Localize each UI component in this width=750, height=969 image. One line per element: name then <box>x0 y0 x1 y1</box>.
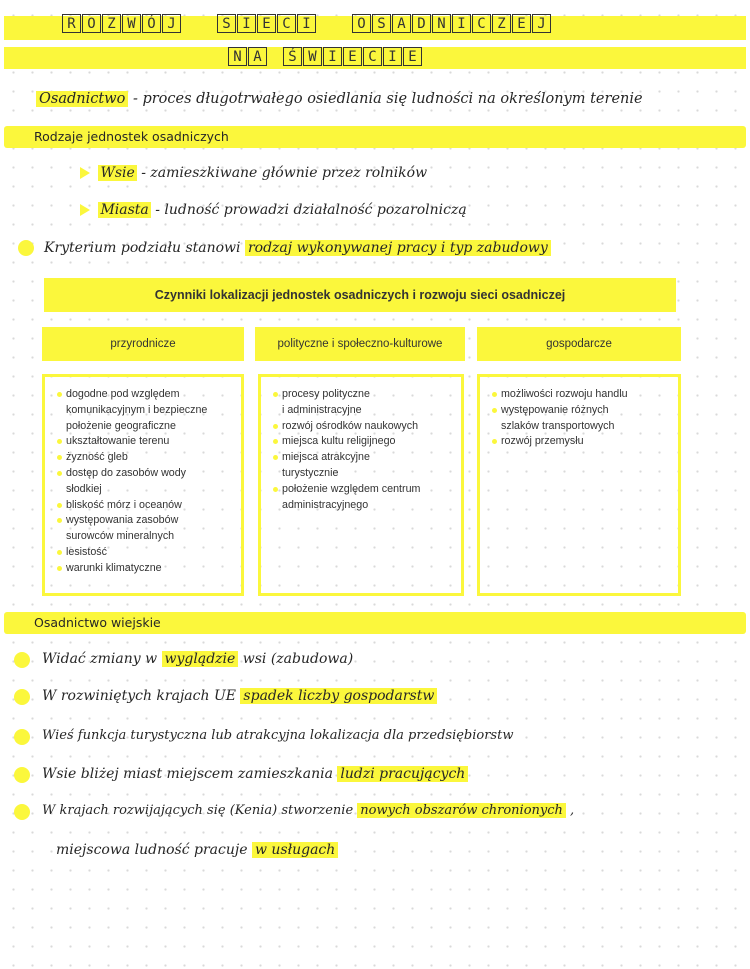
rural-point-highlight: spadek liczby gospodarstw <box>240 688 437 704</box>
factor-category-political: polityczne i społeczno-kulturowe <box>255 327 465 361</box>
bullet-dot-icon <box>18 240 34 256</box>
rural-point-highlight: wyglądzie <box>162 651 239 667</box>
title-letter-box: I <box>323 47 342 66</box>
factor-item: miejsca kultu religijnego <box>273 434 453 450</box>
title-letter-box: Ó <box>142 14 161 33</box>
criterion-prefix: Kryterium podziału stanowi <box>44 240 241 256</box>
rural-continuation <box>56 841 338 859</box>
title-letter-box: Z <box>102 14 121 33</box>
title-letter-box: D <box>412 14 431 33</box>
title-letter-box: N <box>432 14 451 33</box>
bullet-dot-icon <box>14 804 30 820</box>
factor-item: miejsca atrakcyjne turystycznie <box>273 450 453 482</box>
rural-point <box>42 650 353 668</box>
factor-item: dostęp do zasobów wody słodkiej <box>57 466 233 498</box>
factor-item: procesy polityczne i administracyjne <box>273 387 453 419</box>
title-word <box>62 14 181 33</box>
rural-point-text: Wieś funkcja turystyczna lub atrakcyjna lokalizacja dla przedsiębiorstw <box>42 728 514 743</box>
factor-item: dogodne pod względem komunikacyjnym i bezpieczne położenie geograficzne <box>57 387 233 434</box>
factor-item: możliwości rozwoju handlu <box>492 387 670 403</box>
title-letter-box: I <box>383 47 402 66</box>
rural-point <box>42 687 437 705</box>
triangle-bullet-icon <box>80 204 90 216</box>
rural-continuation-highlight: w usługach <box>252 842 338 858</box>
bullet-dot-icon <box>14 689 30 705</box>
title-letter-box: C <box>363 47 382 66</box>
rural-point <box>42 765 468 783</box>
title-gap <box>182 14 216 33</box>
title-letter-box: I <box>297 14 316 33</box>
title-line-2 <box>228 47 422 66</box>
title-letter-box: E <box>403 47 422 66</box>
types-heading: Rodzaje jednostek osadniczych <box>34 129 229 144</box>
criterion-highlight: rodzaj wykonywanej pracy i typ zabudowy <box>245 240 551 256</box>
title-word <box>217 14 316 33</box>
definition-text: - proces długotrwałego osiedlania się ludności na określonym terenie <box>132 91 643 107</box>
type-item-miasta <box>80 201 467 219</box>
rural-point-highlight: nowych obszarów chronionych <box>357 803 566 818</box>
rural-point <box>42 727 513 745</box>
title-letter-box: E <box>512 14 531 33</box>
factor-item: występowania zasobów surowców mineralnych <box>57 513 233 545</box>
title-letter-box: E <box>343 47 362 66</box>
rural-point-highlight: ludzi pracujących <box>337 766 468 782</box>
title-line-1 <box>62 14 551 33</box>
factor-list-political <box>258 374 464 596</box>
title-letter-box: Ś <box>283 47 302 66</box>
bullet-dot-icon <box>14 729 30 745</box>
rural-point-text: W krajach rozwijających się (Kenia) stworzenie <box>42 803 354 818</box>
rural-point-text: Widać zmiany w <box>42 651 158 667</box>
title-letter-box: C <box>472 14 491 33</box>
title-letter-box: S <box>217 14 236 33</box>
title-letter-box: O <box>352 14 371 33</box>
factor-item: żyzność gleb <box>57 450 233 466</box>
title-letter-box: J <box>532 14 551 33</box>
title-letter-box: I <box>452 14 471 33</box>
rural-heading: Osadnictwo wiejskie <box>34 615 161 630</box>
title-gap <box>268 47 282 66</box>
title-letter-box: R <box>62 14 81 33</box>
rural-point-suffix: , <box>570 803 575 818</box>
factor-item: położenie względem centrum administracyjnego <box>273 482 453 514</box>
title-letter-box: O <box>82 14 101 33</box>
factor-item: występowanie różnych szlaków transportowych <box>492 403 670 435</box>
criterion <box>44 239 551 257</box>
rural-point-text: W rozwiniętych krajach UE <box>42 688 236 704</box>
rural-point-text: Wsie bliżej miast miejscem zamieszkania <box>42 766 333 782</box>
type-item-wsie <box>80 164 427 182</box>
title-letter-box: J <box>162 14 181 33</box>
title-letter-box: W <box>122 14 141 33</box>
bullet-dot-icon <box>14 652 30 668</box>
factor-item: rozwój ośrodków naukowych <box>273 419 453 435</box>
title-letter-box: A <box>392 14 411 33</box>
factor-category-economic: gospodarcze <box>477 327 681 361</box>
rural-point-suffix: wsi (zabudowa) <box>242 651 354 667</box>
factor-item: lesistość <box>57 545 233 561</box>
factor-item: ukształtowanie terenu <box>57 434 233 450</box>
title-gap <box>317 14 351 33</box>
title-letter-box: E <box>257 14 276 33</box>
type-text: - ludność prowadzi działalność pozarolniczą <box>155 202 467 218</box>
definition <box>36 90 643 108</box>
title-word <box>228 47 267 66</box>
factor-list-natural <box>42 374 244 596</box>
title-letter-box: S <box>372 14 391 33</box>
factors-heading: Czynniki lokalizacji jednostek osadniczych i rozwoju sieci osadniczej <box>44 278 676 312</box>
type-text: - zamieszkiwane głównie przez rolników <box>141 165 428 181</box>
title-letter-box: C <box>277 14 296 33</box>
factor-item: rozwój przemysłu <box>492 434 670 450</box>
rural-continuation-text: miejscowa ludność pracuje <box>56 842 248 858</box>
type-term: Miasta <box>100 202 149 218</box>
rural-point <box>42 802 574 820</box>
title-letter-box: N <box>228 47 247 66</box>
factor-category-natural: przyrodnicze <box>42 327 244 361</box>
factor-item: warunki klimatyczne <box>57 561 233 577</box>
triangle-bullet-icon <box>80 167 90 179</box>
bullet-dot-icon <box>14 767 30 783</box>
type-term: Wsie <box>100 165 135 181</box>
title-letter-box: A <box>248 47 267 66</box>
factor-item: bliskość mórz i oceanów <box>57 498 233 514</box>
title-letter-box: I <box>237 14 256 33</box>
title-letter-box: Z <box>492 14 511 33</box>
title-word <box>352 14 551 33</box>
title-word <box>283 47 422 66</box>
definition-term: Osadnictwo <box>36 91 128 107</box>
title-letter-box: W <box>303 47 322 66</box>
factor-list-economic <box>477 374 681 596</box>
